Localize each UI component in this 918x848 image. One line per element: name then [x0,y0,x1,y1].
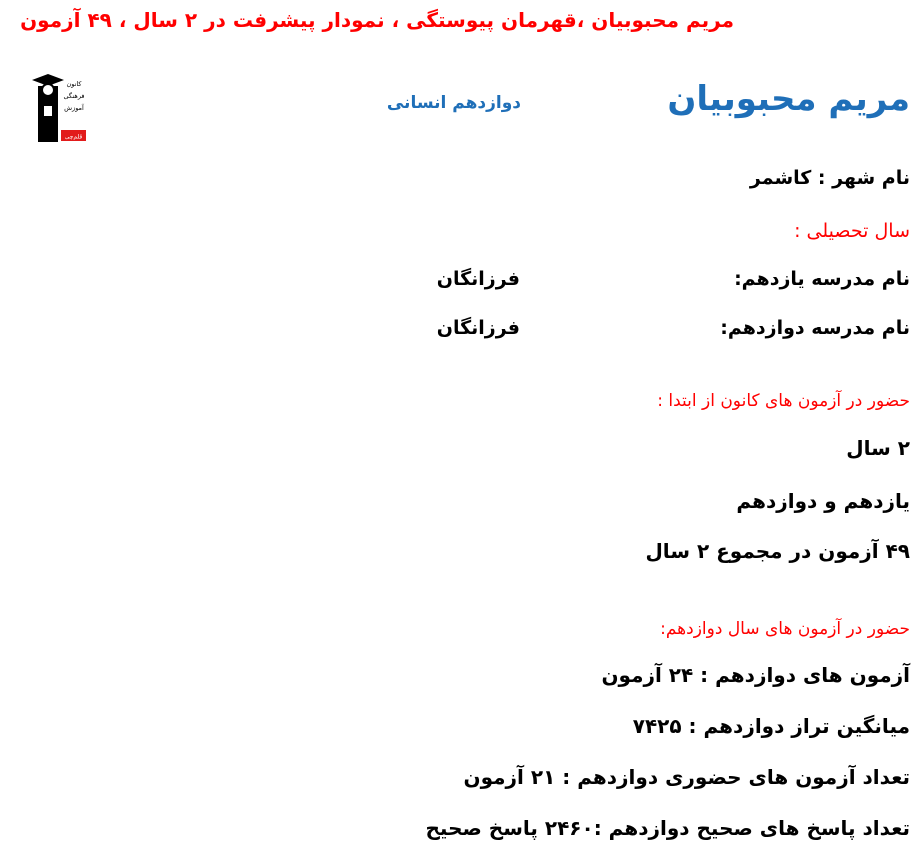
school-12-value: فرزانگان [436,317,520,339]
avg-score-line: میانگین تراز دوازدهم : ۷۴۲۵ [632,714,910,738]
page-title: مریم محبوبیان ،قهرمان پیوستگی ، نمودار پیشرفت در ۲ سال ، ۴۹ آزمون [20,8,734,32]
student-name: مریم محبوبیان [667,79,910,119]
logo-line-4: قلم‌چی [64,133,83,141]
exams-12-line: آزمون های دوازدهم : ۲۴ آزمون [601,663,910,687]
school-11-value: فرزانگان [436,268,520,290]
attendance-exams: ۴۹ آزمون در مجموع ۲ سال [645,539,910,563]
student-grade: دوازدهم انسانی [386,93,521,113]
logo-line-2: فرهنگی [63,92,85,100]
city-line: نام شهر : کاشمر [749,167,910,189]
logo-line-3: آموزش [64,104,84,112]
attendance-years: ۲ سال [846,436,910,460]
school-11-label: نام مدرسه یازدهم: [734,268,910,290]
academic-year-heading: سال تحصیلی : [794,220,910,242]
correct-answers-line: تعداد پاسخ های صحیح دوازدهم :۲۴۶۰ پاسخ صحیح [425,816,910,840]
logo-line-1: کانون [66,80,82,88]
graduate-icon [30,70,88,142]
attendance-grades: یازدهم و دوازدهم [736,489,910,513]
attendance-total-heading: حضور در آزمون های کانون از ابتدا : [657,391,910,411]
school-12-label: نام مدرسه دوازدهم: [720,317,910,339]
kanoon-logo [30,70,88,142]
attendance-12-heading: حضور در آزمون های سال دوازدهم: [660,619,910,639]
in-person-exams-line: تعداد آزمون های حضوری دوازدهم : ۲۱ آزمون [463,765,910,789]
